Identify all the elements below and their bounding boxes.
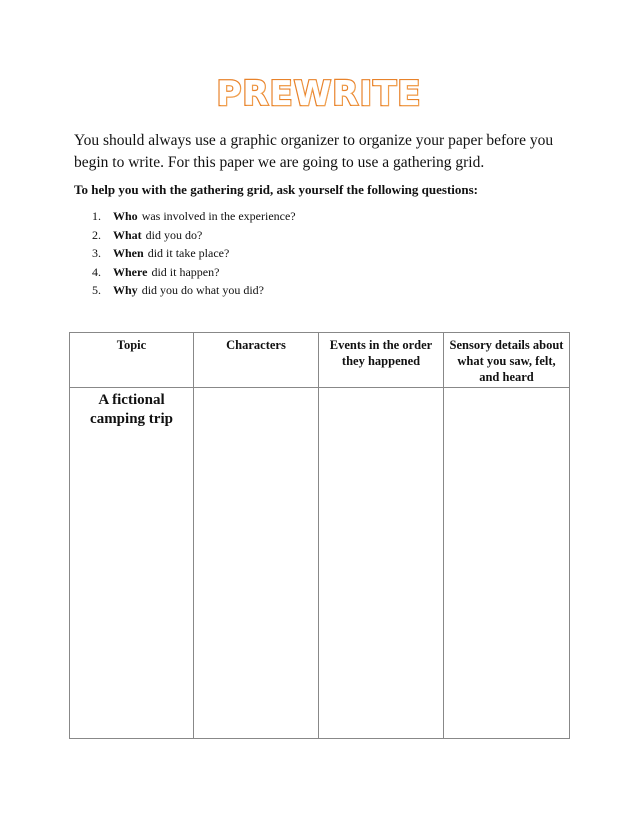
grid-header-characters: Characters — [194, 333, 319, 388]
gathering-grid — [69, 332, 570, 739]
question-keyword: Where — [113, 264, 148, 279]
question-keyword: Why — [113, 283, 138, 298]
grid-row — [70, 388, 570, 739]
question-item — [92, 281, 296, 300]
question-keyword: Who — [113, 209, 138, 223]
grid-header-events: Events in the order they happened — [319, 333, 444, 388]
question-text: did it take place? — [147, 246, 230, 261]
grid-cell-sensory[interactable] — [444, 388, 570, 739]
question-text: did you do what you did? — [141, 283, 265, 298]
questions-prompt: To help you with the gathering grid, ask yourself the following questions: — [74, 182, 479, 197]
question-number: 1. — [92, 209, 101, 223]
page-title: PREWRITE — [216, 74, 422, 114]
intro-paragraph: You should always use a graphic organizer to organize your paper before you begin to write. For this paper we are going to use a gathering grid. — [74, 132, 554, 171]
grid-cell-characters[interactable] — [194, 388, 319, 739]
grid-header-sensory: Sensory details about what you saw, felt, and heard — [444, 333, 570, 388]
question-keyword: When — [113, 246, 144, 261]
question-item — [92, 226, 296, 245]
questions-list — [92, 207, 296, 300]
grid-header-topic: Topic — [70, 333, 194, 388]
question-item — [92, 207, 296, 226]
question-keyword: What — [113, 227, 142, 242]
grid-cell-events[interactable] — [319, 388, 444, 739]
question-text: did you do? — [145, 227, 203, 242]
question-item — [92, 263, 296, 282]
grid-cell-topic: A fictional camping trip — [70, 388, 194, 739]
grid-header-row — [70, 333, 570, 388]
question-text: was involved in the experience? — [141, 209, 296, 223]
question-text: did it happen? — [151, 264, 220, 279]
question-number: 2. — [92, 227, 101, 242]
question-item — [92, 244, 296, 263]
question-number: 5. — [92, 283, 101, 298]
question-number: 3. — [92, 246, 101, 261]
question-number: 4. — [92, 264, 101, 279]
